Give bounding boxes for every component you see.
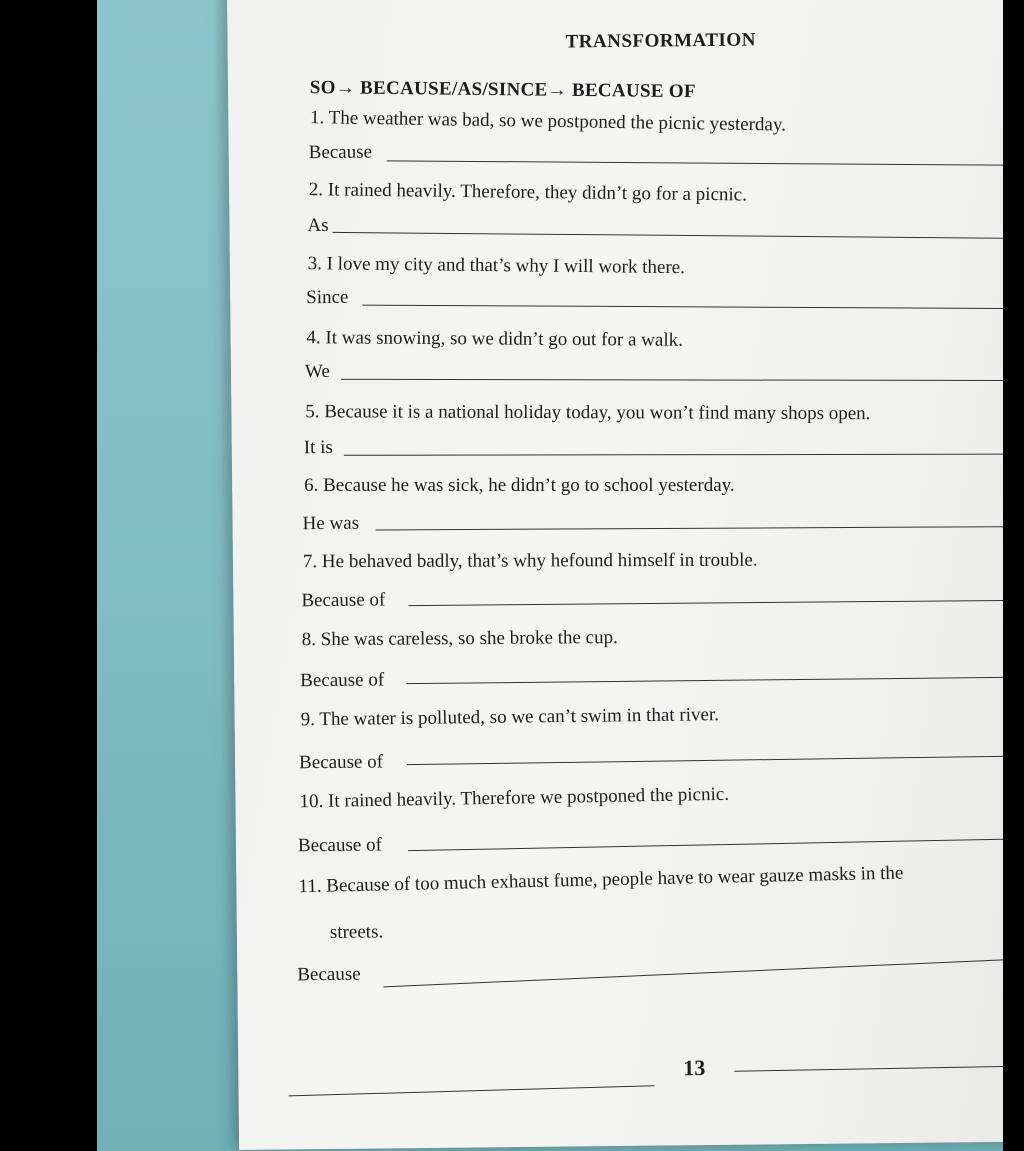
exercise-7-prompt: Because of — [301, 589, 386, 612]
exercise-10-answer-line[interactable] — [408, 838, 1003, 851]
exercise-10-prompt: Because of — [297, 834, 382, 857]
exercise-4-answer-line[interactable] — [341, 379, 1003, 381]
exercise-10-question: 10. It rained heavily. Therefore we postponed the picnic. — [299, 783, 730, 813]
exercise-5-question: 5. Because it is a national holiday today, you won’t find many shops open. — [305, 401, 871, 425]
photo-background — [97, 0, 1003, 1151]
exercise-4-question: 4. It was snowing, so we didn’t go out for a walk. — [306, 327, 683, 351]
exercise-4-prompt: We — [304, 360, 330, 383]
exercise-7-question: 7. He behaved badly, that’s why hefound himself in trouble. — [302, 549, 758, 573]
exercise-1-answer-line[interactable] — [387, 160, 1003, 165]
worksheet-page — [227, 0, 1003, 1150]
exercise-1-prompt: Because — [308, 141, 373, 164]
exercise-9-prompt: Because of — [298, 751, 384, 774]
exercise-11-answer-line[interactable] — [383, 958, 1003, 988]
page-number: 13 — [683, 1055, 706, 1081]
exercise-8-answer-line[interactable] — [406, 677, 1003, 685]
exercise-11-prompt: Because — [297, 963, 361, 986]
exercise-8-prompt: Because of — [300, 669, 385, 692]
exercise-9-answer-line[interactable] — [407, 755, 1003, 765]
exercise-1-question: 1. The weather was bad, so we postponed the picnic yesterday. — [309, 107, 787, 136]
footer-rule-right — [734, 1065, 1003, 1072]
exercise-6-question: 6. Because he was sick, he didn’t go to school yesterday. — [304, 475, 735, 497]
exercise-3-prompt: Since — [306, 286, 349, 309]
exercise-3-answer-line[interactable] — [362, 305, 1003, 309]
exercise-7-answer-line[interactable] — [408, 600, 1003, 606]
exercise-9-question: 9. The water is polluted, so we can’t swim in that river. — [300, 704, 720, 731]
exercise-5-answer-line[interactable] — [344, 454, 1003, 456]
exercise-2-answer-line[interactable] — [333, 232, 1003, 239]
worksheet-title: TRANSFORMATION — [565, 29, 756, 53]
exercise-8-question: 8. She was careless, so she broke the cup. — [301, 627, 618, 651]
worksheet-subtitle: SO→ BECAUSE/AS/SINCE→ BECAUSE OF — [309, 77, 696, 103]
exercise-2-prompt: As — [307, 214, 329, 237]
exercise-3-question: 3. I love my city and that’s why I will work there. — [307, 253, 686, 279]
exercise-11-question-continued: streets. — [329, 921, 384, 943]
exercise-6-answer-line[interactable] — [376, 526, 1003, 530]
exercise-11-question: 11. Because of too much exhaust fume, people have to wear gauze masks in the — [298, 862, 904, 898]
exercise-6-prompt: He was — [302, 512, 360, 535]
footer-rule-left — [289, 1085, 655, 1096]
exercise-2-question: 2. It rained heavily. Therefore, they didn’t go for a picnic. — [308, 179, 748, 206]
exercise-5-prompt: It is — [303, 436, 333, 459]
